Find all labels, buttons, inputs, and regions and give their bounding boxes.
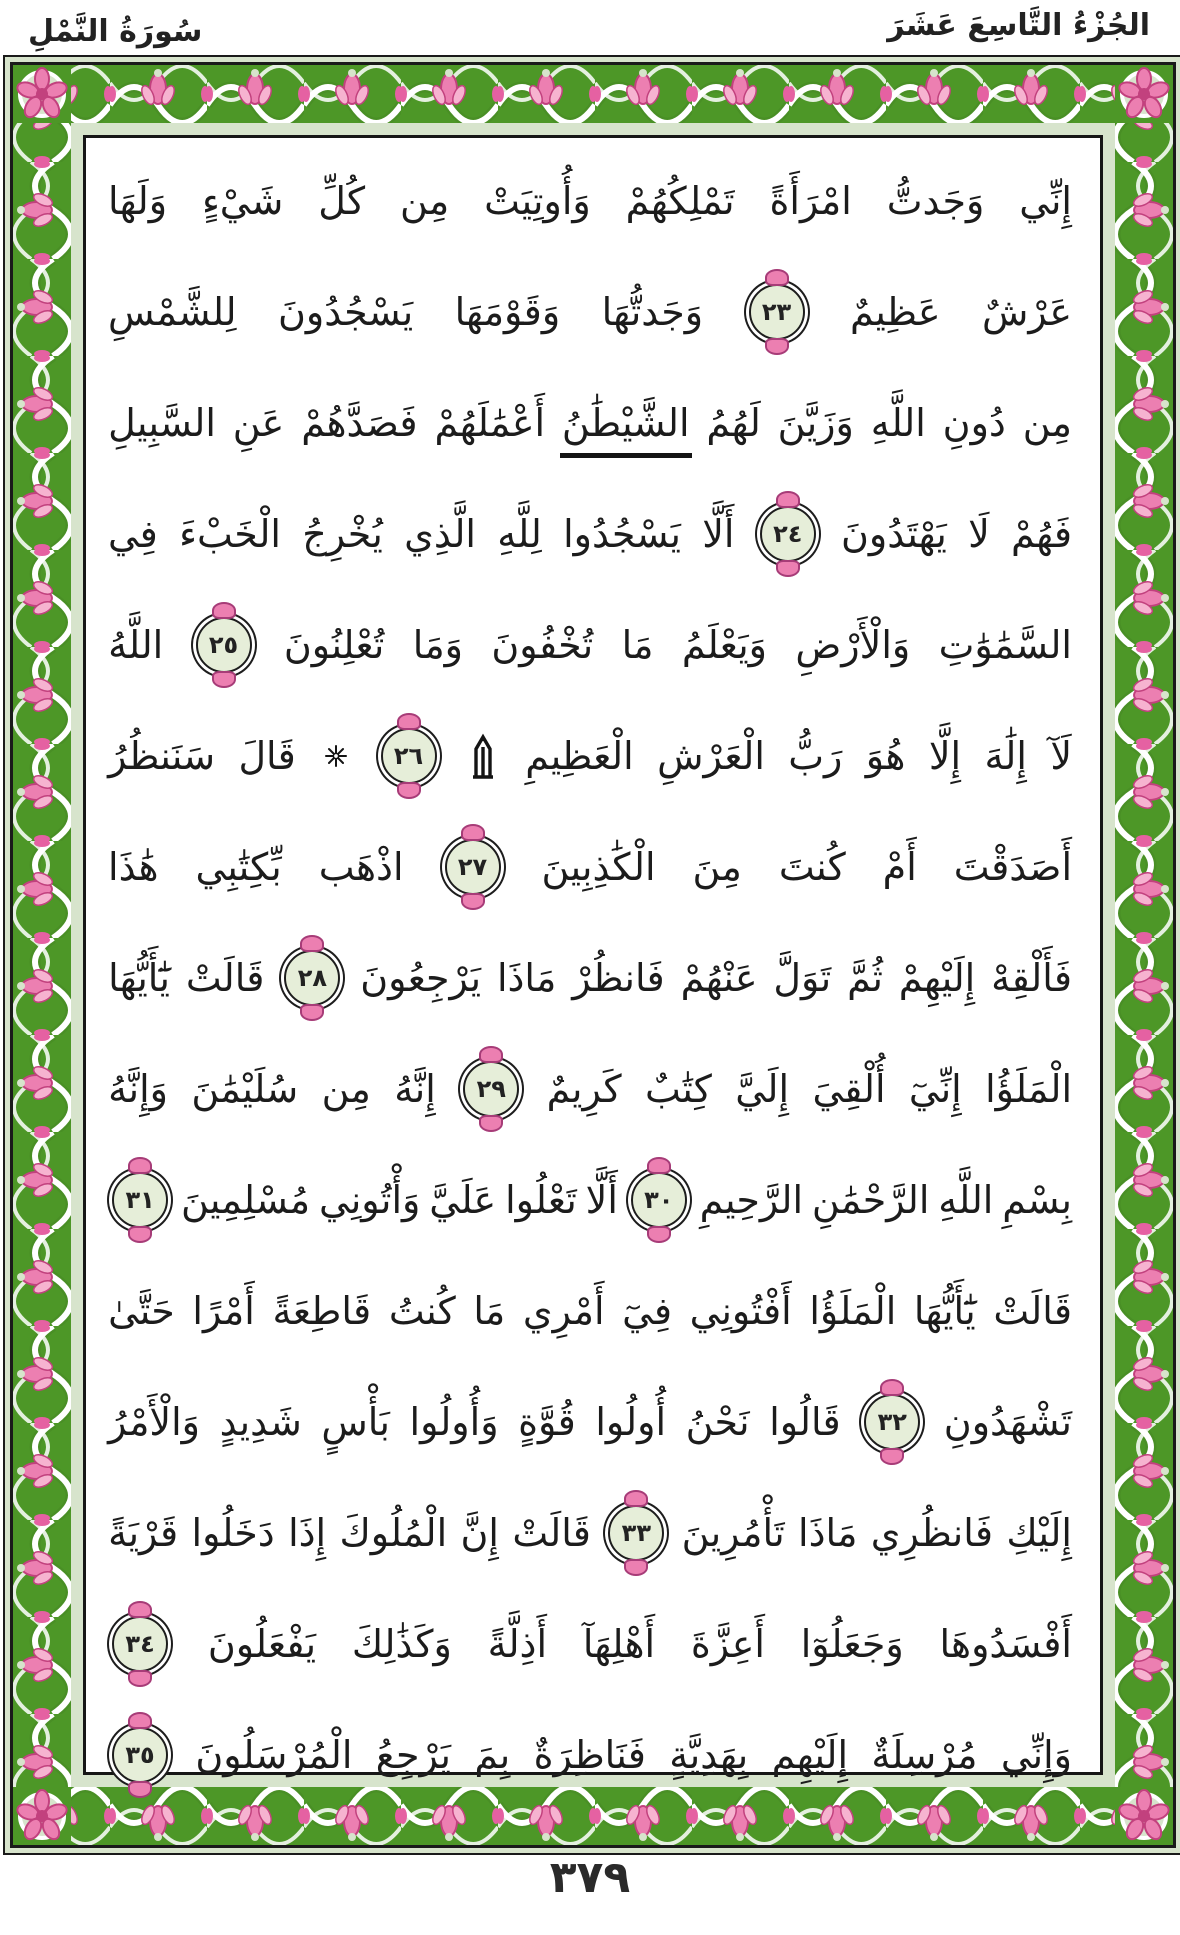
quran-line	[108, 370, 1072, 476]
quran-word: عَرْشٌ	[981, 290, 1072, 334]
quran-word: السَّمَٰوَٰتِ	[938, 623, 1072, 667]
quran-line	[108, 1591, 1072, 1697]
quran-word: إِلَيَّ	[735, 1067, 790, 1111]
quran-word: قَالُوا	[769, 1400, 841, 1444]
surah-title: سُورَةُ النَّمْلِ	[28, 14, 203, 49]
border-band-right	[1115, 65, 1173, 1839]
quran-word: وَأُولُوا	[409, 1400, 499, 1444]
quran-word: وَجَدتُّ	[886, 179, 985, 223]
quran-word: بِمَ	[474, 1733, 511, 1777]
quran-word: أَصَدَقْتَ	[953, 845, 1072, 889]
quran-word: فَانظُرِي	[870, 1511, 993, 1555]
quran-word: اذْهَب	[318, 845, 404, 889]
quran-word: قَاطِعَةً	[272, 1289, 372, 1333]
juz-title: الجُزْءُ التَّاسِعَ عَشَرَ	[887, 8, 1150, 43]
quran-word: بِسْمِ	[1002, 1178, 1072, 1222]
quran-word: وَأُوتِيَتْ	[484, 179, 591, 223]
quran-word: هَٰذَا	[108, 845, 159, 889]
quran-line	[108, 814, 1072, 920]
quran-word: مِن	[1022, 401, 1072, 445]
quran-word: أُولُوا	[595, 1400, 667, 1444]
quran-word: قَالَتْ	[185, 956, 265, 1000]
verse-number-badge: ٢٨	[284, 950, 340, 1006]
quran-word: إِلَٰهَ	[984, 734, 1027, 778]
corner-flower-icon	[13, 1787, 71, 1845]
quran-word: مَاذَا	[798, 1511, 858, 1555]
quran-word: فِيٓ	[622, 1289, 673, 1333]
verse-number-badge: ٣٠	[631, 1172, 687, 1228]
quran-word: كُنتَ	[778, 845, 846, 889]
quran-word: أَفْسَدُوهَا	[939, 1622, 1072, 1666]
quran-word: وَيَعْلَمُ	[681, 623, 768, 667]
quran-word: أُلْقِيَ	[812, 1067, 886, 1111]
quran-word: أَفْتُونِي	[689, 1289, 792, 1333]
corner-flower-icon	[1115, 65, 1173, 123]
quran-word: الْكَٰذِبِينَ	[541, 845, 656, 889]
quran-word: عَنْهُمْ	[680, 956, 758, 1000]
quran-word: وَأْتُونِي	[319, 1178, 421, 1222]
quran-word: الرَّحْمَٰنِ	[811, 1178, 930, 1222]
quran-word: بَأْسٍ	[321, 1400, 390, 1444]
quran-word: قَرْيَةً	[108, 1511, 179, 1555]
border-band-left	[13, 65, 71, 1839]
quran-word: يَسْجُدُونَ	[277, 290, 414, 334]
quran-word: هُوَ	[865, 734, 906, 778]
quran-word: الْمَلَؤُا	[809, 1289, 897, 1333]
quran-line	[108, 1258, 1072, 1364]
corner-flower-icon	[1115, 1787, 1173, 1845]
verse-number-badge: ٣٥	[112, 1727, 168, 1783]
quran-word: يَسْجُدُوا	[563, 512, 681, 556]
quran-word: مَا	[621, 623, 654, 667]
quran-word: لَآ	[1050, 734, 1072, 778]
quran-word: إِلَيْهِمْ	[898, 956, 976, 1000]
quran-word: يَرْجِعُ	[375, 1733, 451, 1777]
quran-word: تَأْمُرِينَ	[681, 1511, 785, 1555]
hizb-star-icon	[325, 745, 347, 767]
quran-word: فَانظُرْ	[572, 956, 665, 1000]
quran-word: وَإِنَّهُ	[108, 1067, 168, 1111]
quran-word: أَهْلِهَآ	[582, 1622, 656, 1666]
quran-word: تَوَلَّ	[773, 956, 832, 1000]
quran-word: كَرِيمٌ	[546, 1067, 622, 1111]
quran-word: فَصَدَّهُمْ	[301, 401, 418, 445]
quran-line	[108, 925, 1072, 1031]
verse-number-badge: ٣٣	[608, 1505, 664, 1561]
quran-word: مُرْسِلَةٌ	[871, 1733, 978, 1777]
quran-word: إِلَيْهِم	[771, 1733, 849, 1777]
quran-word: تَشْهَدُونِ	[943, 1400, 1072, 1444]
quran-word: مُسْلِمِينَ	[180, 1178, 311, 1222]
verse-number-badge: ٢٩	[463, 1061, 519, 1117]
quran-word: فَهُمْ	[1011, 512, 1072, 556]
quran-word: وَجَعَلُوٓا	[800, 1622, 904, 1666]
quran-line	[108, 481, 1072, 587]
quran-word: عَنِ	[232, 401, 285, 445]
quran-word: وَالْأَرْضِ	[795, 623, 911, 667]
quran-word: أَلَّا	[702, 512, 735, 556]
quran-word: دَخَلُوا	[191, 1511, 275, 1555]
quran-word: شَيْءٍ	[201, 179, 284, 223]
quran-word: الَّذِي	[404, 512, 476, 556]
quran-word: فِي	[108, 512, 158, 556]
quran-word: أَذِلَّةً	[487, 1622, 548, 1666]
quran-word: الْمُرْسَلُونَ	[195, 1733, 353, 1777]
verse-number-badge: ٣٢	[864, 1394, 920, 1450]
quran-word: كُنتُ	[388, 1289, 456, 1333]
quran-word: أَمْرًا	[192, 1289, 255, 1333]
quran-word: يَٰٓأَيُّهَا	[108, 956, 170, 1000]
sajdah-icon	[470, 733, 496, 779]
quran-word: وَالْأَمْرُ	[108, 1400, 201, 1444]
quran-word: لَهُمُ	[706, 401, 761, 445]
quran-word: بِّكِتَٰبِي	[195, 845, 282, 889]
quran-line	[108, 148, 1072, 254]
verse-number-badge: ٢٣	[749, 284, 805, 340]
quran-word: عَلَيَّ	[429, 1178, 497, 1222]
quran-word-underlined: الشَّيْطَٰنُ	[561, 401, 690, 445]
quran-word: يَٰٓأَيُّهَا	[913, 1289, 976, 1333]
quran-word: سَنَنظُرُ	[108, 734, 216, 778]
verse-number-badge: ٢٦	[381, 728, 437, 784]
quran-word: قَالَتْ	[993, 1289, 1072, 1333]
border-band-top	[13, 65, 1173, 123]
quran-word: فَأَلْقِهْ	[991, 956, 1072, 1000]
quran-word: الْمَلَؤُا	[985, 1067, 1072, 1111]
quran-line	[108, 259, 1072, 365]
quran-word: لِلشَّمْسِ	[108, 290, 237, 334]
quran-word: مَا	[473, 1289, 506, 1333]
quran-word: أَعْمَٰلَهُمْ	[434, 401, 546, 445]
quran-line	[108, 1369, 1072, 1475]
quran-word: نَحْنُ	[685, 1400, 750, 1444]
quran-word: رَبُّ	[788, 734, 843, 778]
quran-word: مِن	[321, 1067, 371, 1111]
quran-word: تَعْلُوا	[505, 1178, 577, 1222]
quran-word: امْرَأَةً	[769, 179, 852, 223]
quran-word: يَفْعَلُونَ	[207, 1622, 317, 1666]
quran-word: مِن	[399, 179, 450, 223]
quran-word: تَمْلِكُهُمْ	[625, 179, 735, 223]
quran-word: الرَّحِيمِ	[699, 1178, 804, 1222]
quran-word: إِذَا	[288, 1511, 327, 1555]
quran-line	[108, 1147, 1072, 1253]
quran-line	[108, 703, 1072, 809]
quran-word: قُوَّةٍ	[518, 1400, 576, 1444]
quran-word: يَرْجِعُونَ	[360, 956, 482, 1000]
quran-line	[108, 1480, 1072, 1586]
quran-word: كُلِّ	[318, 179, 366, 223]
quran-word: الْمُلُوكَ	[339, 1511, 448, 1555]
quran-word: شَدِيدٍ	[219, 1400, 302, 1444]
quran-word: إِلَيْكِ	[1006, 1511, 1072, 1555]
quran-line	[108, 592, 1072, 698]
quran-word: دُونِ	[942, 401, 1006, 445]
quran-word: قَالَ	[238, 734, 296, 778]
quran-text-block	[108, 148, 1072, 1808]
quran-line	[108, 1702, 1072, 1808]
quran-word: يُخْرِجُ	[302, 512, 383, 556]
quran-word: وَلَهَا	[108, 179, 168, 223]
quran-word: أَمْ	[882, 845, 917, 889]
quran-word: لَا	[968, 512, 990, 556]
quran-word: وَإِنِّي	[1000, 1733, 1072, 1777]
quran-word: وَمَا	[412, 623, 464, 667]
verse-number-badge: ٢٧	[445, 839, 501, 895]
quran-word: الْعَرْشِ	[657, 734, 765, 778]
quran-word: مَاذَا	[496, 956, 557, 1000]
quran-word: اللَّهِ	[938, 1178, 994, 1222]
quran-word: وَقَوْمَهَا	[454, 290, 561, 334]
quran-word: سُلَيْمَٰنَ	[191, 1067, 299, 1111]
verse-number-badge: ٢٤	[760, 506, 816, 562]
quran-word: لِلَّهِ	[497, 512, 542, 556]
verse-number-badge: ٢٥	[196, 617, 252, 673]
page-number: ٣٧٩	[549, 1852, 631, 1903]
quran-word: إِلَّا	[928, 734, 962, 778]
verse-number-badge: ٣٤	[112, 1616, 168, 1672]
quran-word: إِنَّهُ	[394, 1067, 436, 1111]
quran-word: تُعْلِنُونَ	[283, 623, 385, 667]
quran-word: أَلَّا	[585, 1178, 618, 1222]
corner-flower-icon	[13, 65, 71, 123]
quran-word: اللَّهُ	[108, 623, 164, 667]
quran-word: أَعِزَّةَ	[690, 1622, 765, 1666]
quran-word: بِهَدِيَّةٍ	[669, 1733, 749, 1777]
quran-word: إِنِّي	[1019, 179, 1072, 223]
quran-word: الْعَظِيمِ	[525, 734, 634, 778]
quran-word: السَّبِيلِ	[108, 401, 216, 445]
quran-line	[108, 1036, 1072, 1142]
quran-word: كِتَٰبٌ	[644, 1067, 712, 1111]
quran-word: وَزَيَّنَ	[777, 401, 854, 445]
quran-word: إِنِّيٓ	[908, 1067, 962, 1111]
quran-word: يَهْتَدُونَ	[841, 512, 947, 556]
quran-word: أَمْرِي	[522, 1289, 605, 1333]
quran-word: عَظِيمٌ	[849, 290, 941, 334]
quran-word: ثُمَّ	[847, 956, 883, 1000]
quran-word: الْخَبْءَ	[179, 512, 281, 556]
quran-word: اللَّهِ	[870, 401, 926, 445]
quran-word: وَكَذَٰلِكَ	[351, 1622, 452, 1666]
quran-word: وَجَدتُّهَا	[601, 290, 704, 334]
quran-word: مِنَ	[692, 845, 742, 889]
quran-word: قَالَتْ	[512, 1511, 591, 1555]
quran-word: تُخْفُونَ	[491, 623, 594, 667]
quran-word: حَتَّىٰ	[108, 1289, 175, 1333]
quran-word: إِنَّ	[460, 1511, 499, 1555]
verse-number-badge: ٣١	[112, 1172, 168, 1228]
quran-word: فَنَاظِرَةٌ	[533, 1733, 646, 1777]
